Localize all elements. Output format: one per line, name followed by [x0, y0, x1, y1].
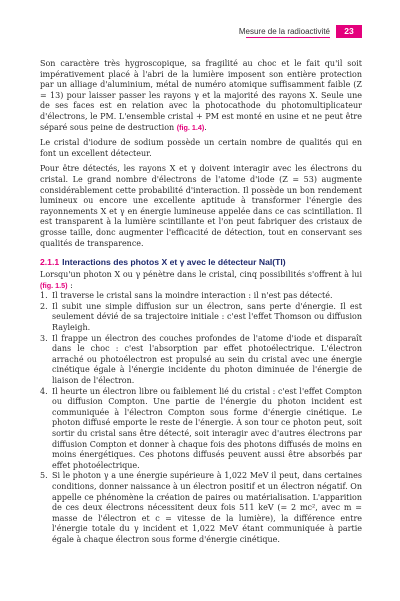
figure-reference[interactable]: (fig. 1.5): [40, 280, 68, 290]
header-rule: [246, 37, 330, 38]
list-item: 1. Il traverse le cristal sans la moindre interaction : il n'est pas détecté.: [40, 291, 333, 301]
figure-reference[interactable]: (fig. 1.4): [176, 122, 205, 132]
interaction-list: [40, 291, 362, 545]
section-title: Interactions des photos X et γ avec le détecteur NaI(Tl): [62, 257, 286, 268]
section-intro: Lorsqu'un photon X ou γ pénètre dans le cristal, cinq possibilités s'offrent à lui (fig. 1.5) :: [40, 270, 362, 290]
paragraph-2: Le cristal d'iodure de sodium possède un certain nombre de qualités qui en font un excellent détecteur.: [40, 138, 362, 158]
page-body: [40, 59, 362, 546]
paragraph-3: Pour être détectés, les rayons X et γ doivent interagir avec les électrons du cristal. Le grand nombre d'électrons de l'atome d'iode (Z = 53) augmente considérablement cette probabilité d'interaction. Il possède un bon rendement lumineux ou encore une excellente aptitude à transformer l'énergie des rayonnements X et γ en énergie lumineuse appelée dans ce cas scintillation. Il est transparent à la lumière scintillante et l'on peut fabriquer des cristaux de grosse taille, donc augmenter l'efficacité de détection, tout en conservant ses qualités de transparence.: [40, 164, 362, 248]
section-number: 2.1.1: [40, 257, 60, 268]
section-heading: [40, 257, 362, 268]
list-item: 2. Il subit une simple diffusion sur un électron, sans perte d'énergie. Il est seulement dévié de sa trajectoire initiale : c'est l'effet Thomson ou diffusion Rayleigh.: [40, 301, 362, 333]
list-item: 3. Il frappe un électron des couches profondes de l'atome d'iode et disparaît dans le choc : c'est l'absorption par effet photoélectrique. L'électron arraché ou photoélectron est propulsé au sein du cristal avec une énergie cinétique égale à l'énergie incidente du photon diminuée de l'énergie de liaison de l'électron.: [40, 333, 362, 386]
paragraph-1: Son caractère très hygroscopique, sa fragilité au choc et le fait qu'il soit impérativement placé à l'abri de la lumière imposent son entière protection par un alliage d'aluminium, métal de numéro atomique suffisamment faible (Z = 13) pour laisser passer les rayons γ et la majorité des rayons X. Seule une de ses faces est en relation avec la photocathode du photomultiplicateur d'électrons, le PM. L'ensemble cristal + PM est monté en usine et ne peut être séparé sous peine de destruction (fig. 1.4).: [40, 59, 362, 132]
list-item: 4. Il heurte un électron libre ou faiblement lié du cristal : c'est l'effet Compton ou diffusion Compton. Une partie de l'énergie du photon incident est communiquée à l'électron Compton sous forme d'énergie cinétique. Le photon diffusé emporte le reste de l'énergie. À son tour ce photon peut, soit sortir du cristal sans être détecté, soit interagir avec d'autres électrons par diffusion Compton et donner à chaque fois des photons diffusés de moins en moins énergétiques. Ces photons diffusés peuvent aussi être absorbés par effet photoélectrique.: [40, 386, 362, 470]
chapter-title: Mesure de la radioactivité: [238, 27, 330, 36]
list-item: 5. Si le photon γ a une énergie supérieure à 1,022 MeV il peut, dans certaines conditions, donner naissance à un électron positif et un électron négatif. On appelle ce phénomène la création de paires ou matérialisation. L'apparition de ces deux électrons nécessitent deux fois 511 keV (= 2 mc², avec m = masse de l'électron et c = vitesse de la lumière), la différence entre l'énergie totale du γ incident et 1,022 MeV étant communiquée à partie égale à chaque électron sous forme d'énergie cinétique.: [40, 471, 362, 544]
page-number-badge: 23: [336, 25, 362, 38]
running-header: [0, 26, 400, 38]
